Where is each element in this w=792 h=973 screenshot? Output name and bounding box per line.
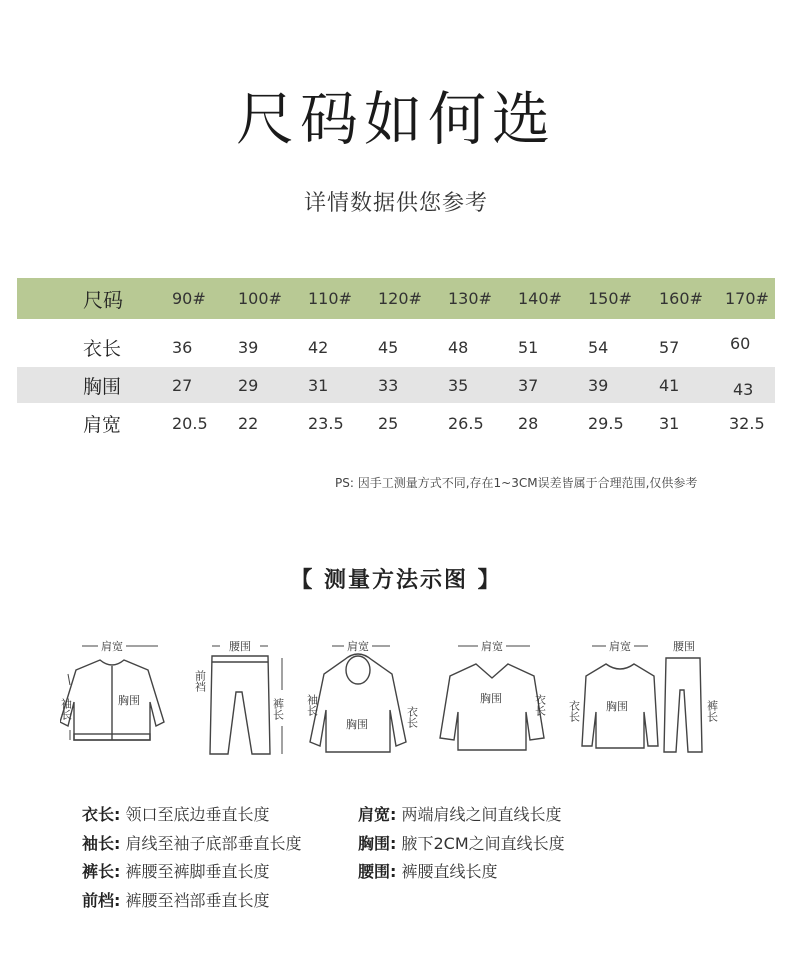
table-cell: 45 bbox=[378, 337, 399, 357]
table-row bbox=[17, 367, 775, 403]
body-length-label: 衣长 bbox=[533, 694, 547, 716]
size-130: 130# bbox=[448, 289, 492, 308]
size-120: 120# bbox=[378, 289, 422, 308]
size-90: 90# bbox=[172, 289, 206, 308]
size-table-header bbox=[17, 278, 775, 319]
shoulder-label: 肩宽 bbox=[101, 640, 123, 653]
table-cell: 51 bbox=[518, 337, 539, 357]
table-cell: 22 bbox=[238, 413, 259, 433]
table-cell: 41 bbox=[659, 375, 680, 395]
size-note: PS: 因手工测量方式不同,存在1~3CM误差皆属于合理范围,仅供参考 bbox=[335, 476, 698, 490]
jacket-figure bbox=[60, 639, 164, 740]
table-cell: 28 bbox=[518, 413, 539, 433]
measure-section-title: 【 测量方法示图 】 bbox=[290, 568, 502, 593]
table-cell: 32.5 bbox=[729, 413, 765, 433]
hoodie-figure bbox=[306, 639, 419, 752]
row-label: 胸围 bbox=[83, 375, 122, 398]
size-110: 110# bbox=[308, 289, 352, 308]
size-table bbox=[17, 278, 775, 443]
row-label: 肩宽 bbox=[83, 413, 122, 436]
set-figure bbox=[568, 639, 719, 752]
table-cell: 37 bbox=[518, 375, 539, 395]
sleeve-label: 袖长 bbox=[60, 698, 73, 720]
chest-label: 胸围 bbox=[118, 694, 140, 707]
measurement-figures bbox=[60, 630, 740, 770]
chest-label: 胸围 bbox=[606, 700, 628, 713]
pants-figure bbox=[194, 640, 285, 754]
table-cell: 23.5 bbox=[308, 413, 344, 433]
table-cell: 54 bbox=[588, 337, 609, 357]
table-cell: 39 bbox=[588, 375, 609, 395]
table-cell: 43 bbox=[733, 379, 754, 399]
rise-label: 前裆 bbox=[193, 670, 207, 692]
sweater-figure bbox=[440, 639, 547, 750]
body-length-label: 衣长 bbox=[405, 706, 419, 728]
shoulder-label: 肩宽 bbox=[481, 640, 503, 653]
size-170: 170# bbox=[725, 289, 769, 308]
pants-length-label: 裤长 bbox=[705, 700, 719, 722]
size-160: 160# bbox=[659, 289, 703, 308]
definition-item: 袖长: 肩线至袖子底部垂直长度 bbox=[82, 834, 302, 853]
size-100: 100# bbox=[238, 289, 282, 308]
definition-item: 肩宽: 两端肩线之间直线长度 bbox=[358, 805, 562, 824]
table-cell: 57 bbox=[659, 337, 680, 357]
sleeve-label: 袖长 bbox=[305, 694, 319, 716]
table-cell: 29 bbox=[238, 375, 259, 395]
definition-item: 腰围: 裤腰直线长度 bbox=[358, 862, 498, 881]
shoulder-label: 肩宽 bbox=[609, 640, 631, 653]
table-cell: 27 bbox=[172, 375, 193, 395]
waist-label: 腰围 bbox=[229, 640, 251, 653]
table-row bbox=[17, 327, 775, 367]
table-cell: 39 bbox=[238, 337, 259, 357]
page-title: 尺码如何选 bbox=[235, 85, 556, 153]
page-subtitle: 详情数据供您参考 bbox=[303, 191, 488, 216]
definition-item: 胸围: 腋下2CM之间直线长度 bbox=[358, 834, 565, 853]
table-cell: 25 bbox=[378, 413, 399, 433]
table-cell: 26.5 bbox=[448, 413, 484, 433]
table-cell: 33 bbox=[378, 375, 399, 395]
table-cell: 31 bbox=[308, 375, 329, 395]
table-cell: 60 bbox=[730, 333, 751, 353]
shoulder-label: 肩宽 bbox=[347, 640, 369, 653]
waist-label: 腰围 bbox=[673, 640, 695, 653]
table-cell: 48 bbox=[448, 337, 469, 357]
body-length-label: 衣长 bbox=[567, 700, 581, 722]
chest-label: 胸围 bbox=[346, 718, 368, 731]
header-label: 尺码 bbox=[83, 288, 123, 312]
table-cell: 29.5 bbox=[588, 413, 624, 433]
table-cell: 20.5 bbox=[172, 413, 208, 433]
table-row bbox=[17, 403, 775, 443]
measurement-diagram bbox=[60, 630, 740, 770]
table-cell: 31 bbox=[659, 413, 680, 433]
definition-item: 衣长: 领口至底边垂直长度 bbox=[82, 805, 270, 824]
definition-item: 前档: 裤腰至裆部垂直长度 bbox=[82, 891, 270, 910]
chest-label: 胸围 bbox=[480, 692, 502, 705]
pants-length-label: 裤长 bbox=[271, 698, 285, 720]
table-cell: 35 bbox=[448, 375, 469, 395]
table-cell: 36 bbox=[172, 337, 193, 357]
size-150: 150# bbox=[588, 289, 632, 308]
definition-item: 裤长: 裤腰至裤脚垂直长度 bbox=[82, 862, 270, 881]
size-140: 140# bbox=[518, 289, 562, 308]
table-cell: 42 bbox=[308, 337, 329, 357]
row-label: 衣长 bbox=[83, 337, 122, 360]
